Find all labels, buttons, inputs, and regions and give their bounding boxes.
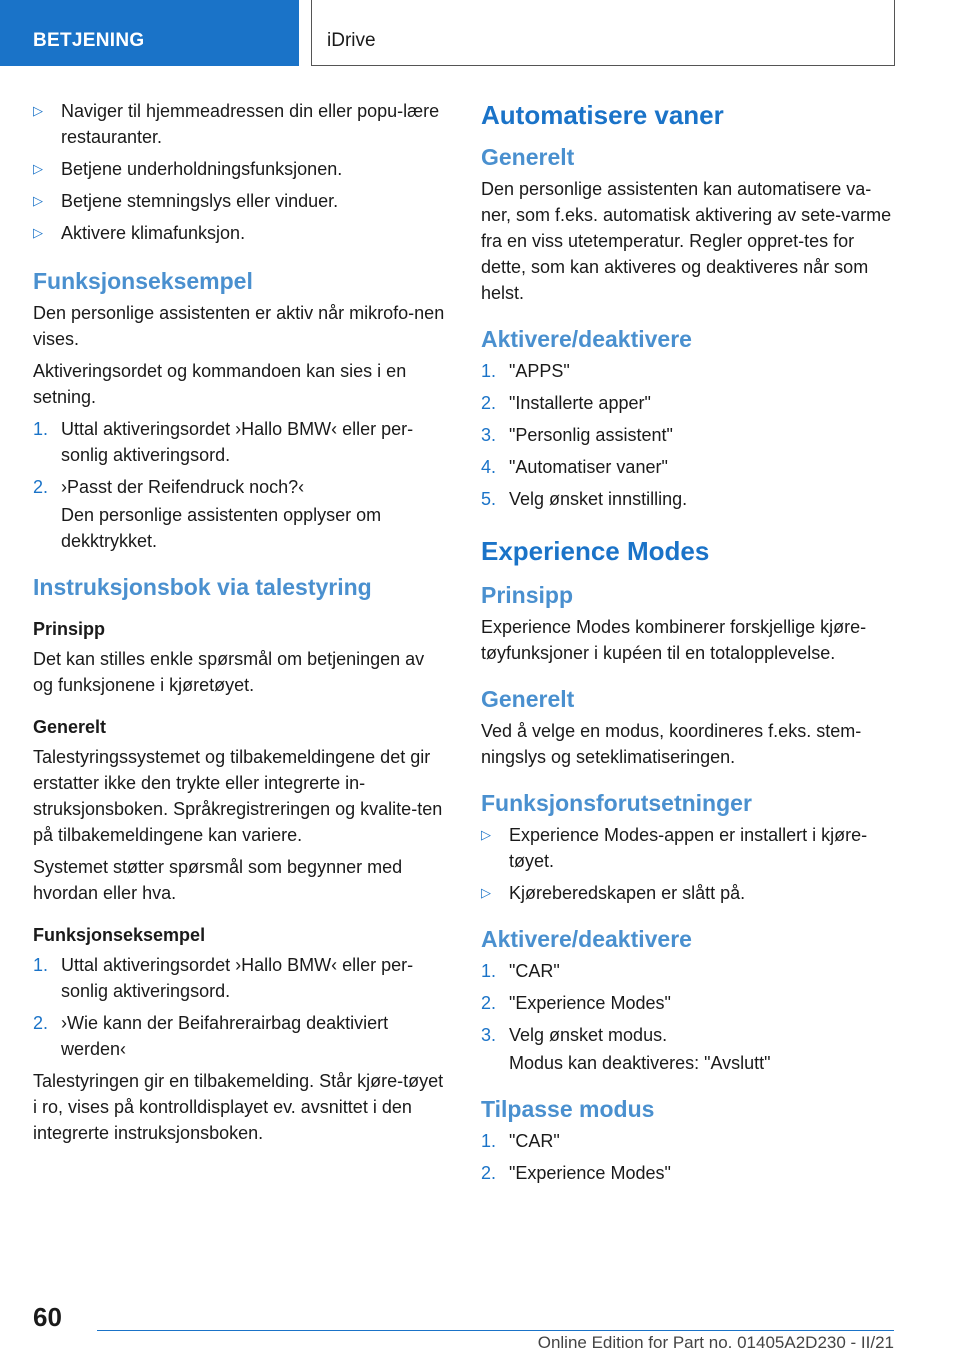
step-number: 2. <box>33 1013 49 1033</box>
step-item: 2. ›Wie kann der Beifahrerairbag deaktiviert werden‹ <box>33 1010 448 1062</box>
heading-funksjonseksempel: Funksjonseksempel <box>33 268 253 294</box>
step-number: 1. <box>481 1131 497 1151</box>
heading-aktivere-deaktivere-2: Aktivere/deaktivere <box>481 926 692 952</box>
triangle-bullet-icon: ▷ <box>481 827 491 842</box>
paragraph: Systemet støtter spørsmål som begynner med hvordan eller hva. <box>33 857 403 903</box>
footer-divider <box>97 1330 894 1331</box>
heading-funksjonsforutsetninger: Funksjonsforutsetninger <box>481 790 752 816</box>
triangle-bullet-icon: ▷ <box>33 161 43 176</box>
step-item: 1. "CAR" <box>481 1128 896 1154</box>
step-number: 2. <box>33 477 49 497</box>
step-number: 5. <box>481 489 497 509</box>
list-item: ▷ Betjene stemningslys eller vinduer. <box>33 188 448 214</box>
paragraph: Det kan stilles enkle spørsmål om betjeningen av og funksjonene i kjøretøyet. <box>33 649 425 695</box>
section-tab: BETJENING <box>0 0 299 66</box>
step-item: 2. "Experience Modes" <box>481 1160 896 1186</box>
heading-automatisere-vaner: Automatisere vaner <box>481 100 724 130</box>
list-item: ▷ Experience Modes-appen er installert i kjøre-tøyet. <box>481 822 896 874</box>
paragraph: Talestyringen gir en tilbakemelding. Står kjøre-tøyet i ro, vises på kontrolldisplayet ev. avsnittet i den integrerte instruksjonsboken. <box>33 1071 444 1143</box>
heading-aktivere-deaktivere: Aktivere/deaktivere <box>481 326 692 352</box>
step-number: 3. <box>481 1025 497 1045</box>
step-item: 4. "Automatiser vaner" <box>481 454 896 480</box>
paragraph: Experience Modes kombinerer forskjellige kjøre-tøyfunksjoner i kupéen til en totalopplevelse. <box>481 617 867 663</box>
step-item: 1. Uttal aktiveringsordet ›Hallo BMW‹ eller per-sonlig aktiveringsord. <box>33 952 448 1004</box>
step-item: 2. "Installerte apper" <box>481 390 896 416</box>
paragraph: Den personlige assistenten kan automatisere va-ner, som f.eks. automatisk aktivering av sete-varme fra en viss utetemperatur. Regler oppret-tes for dette, som kan aktiveres og deaktiveres når som helst. <box>481 179 892 303</box>
right-column <box>481 98 896 1192</box>
step-number: 1. <box>481 361 497 381</box>
paragraph: Den personlige assistenten er aktiv når mikrofo-nen vises. <box>33 303 445 349</box>
step-number: 2. <box>481 1163 497 1183</box>
heading-generelt: Generelt <box>481 144 575 170</box>
step-item: 1. "APPS" <box>481 358 896 384</box>
step-item: 3. "Personlig assistent" <box>481 422 896 448</box>
triangle-bullet-icon: ▷ <box>481 885 491 900</box>
subheading-funksjonseksempel: Funksjonseksempel <box>33 925 206 945</box>
list-item: ▷ Kjøreberedskapen er slått på. <box>481 880 896 906</box>
step-number: 1. <box>33 955 49 975</box>
triangle-bullet-icon: ▷ <box>33 193 43 208</box>
step-number: 4. <box>481 457 497 477</box>
step-note: Modus kan deaktiveres: "Avslutt" <box>509 1053 771 1073</box>
footer-edition: Online Edition for Part no. 01405A2D230 - II/21 <box>537 1333 894 1352</box>
list-item: ▷ Aktivere klimafunksjon. <box>33 220 448 246</box>
heading-generelt-2: Generelt <box>481 686 575 712</box>
triangle-bullet-icon: ▷ <box>33 103 43 118</box>
step-item: 3. Velg ønsket modus. <box>481 1022 896 1048</box>
step-item: 2. ›Passt der Reifendruck noch?‹ <box>33 474 448 500</box>
step-number: 3. <box>481 425 497 445</box>
chapter-title: iDrive <box>311 0 895 66</box>
paragraph: Ved å velge en modus, koordineres f.eks. stem-ningslys og seteklimatiseringen. <box>481 721 862 767</box>
step-item: 5. Velg ønsket innstilling. <box>481 486 896 512</box>
list-item: ▷ Naviger til hjemmeadressen din eller popu-lære restauranter. <box>33 98 448 150</box>
heading-prinsipp: Prinsipp <box>481 582 574 608</box>
subheading-generelt: Generelt <box>33 717 107 737</box>
step-item: 1. "CAR" <box>481 958 896 984</box>
triangle-bullet-icon: ▷ <box>33 225 43 240</box>
heading-experience-modes: Experience Modes <box>481 536 710 566</box>
list-item: ▷ Betjene underholdningsfunksjonen. <box>33 156 448 182</box>
paragraph: Talestyringssystemet og tilbakemeldingene det gir erstatter ikke den trykte eller integrerte in-struksjonsboken. Språkregistreringen og kvalite-ten på tilbakemeldingene kan variere. <box>33 747 443 845</box>
heading-tilpasse-modus: Tilpasse modus <box>481 1096 655 1122</box>
page-number: 60 <box>33 1302 62 1332</box>
step-item: 2. "Experience Modes" <box>481 990 896 1016</box>
page-header <box>0 0 960 66</box>
step-number: 2. <box>481 393 497 413</box>
paragraph: Aktiveringsordet og kommandoen kan sies i en setning. <box>33 361 407 407</box>
left-column <box>33 98 448 1152</box>
step-number: 1. <box>33 419 49 439</box>
step-number: 1. <box>481 961 497 981</box>
step-number: 2. <box>481 993 497 1013</box>
step-note: Den personlige assistenten opplyser om dekktrykket. <box>61 505 382 551</box>
step-item: 1. Uttal aktiveringsordet ›Hallo BMW‹ eller per-sonlig aktiveringsord. <box>33 416 448 468</box>
heading-instruksjonsbok: Instruksjonsbok via talestyring <box>33 574 372 600</box>
subheading-prinsipp: Prinsipp <box>33 619 106 639</box>
